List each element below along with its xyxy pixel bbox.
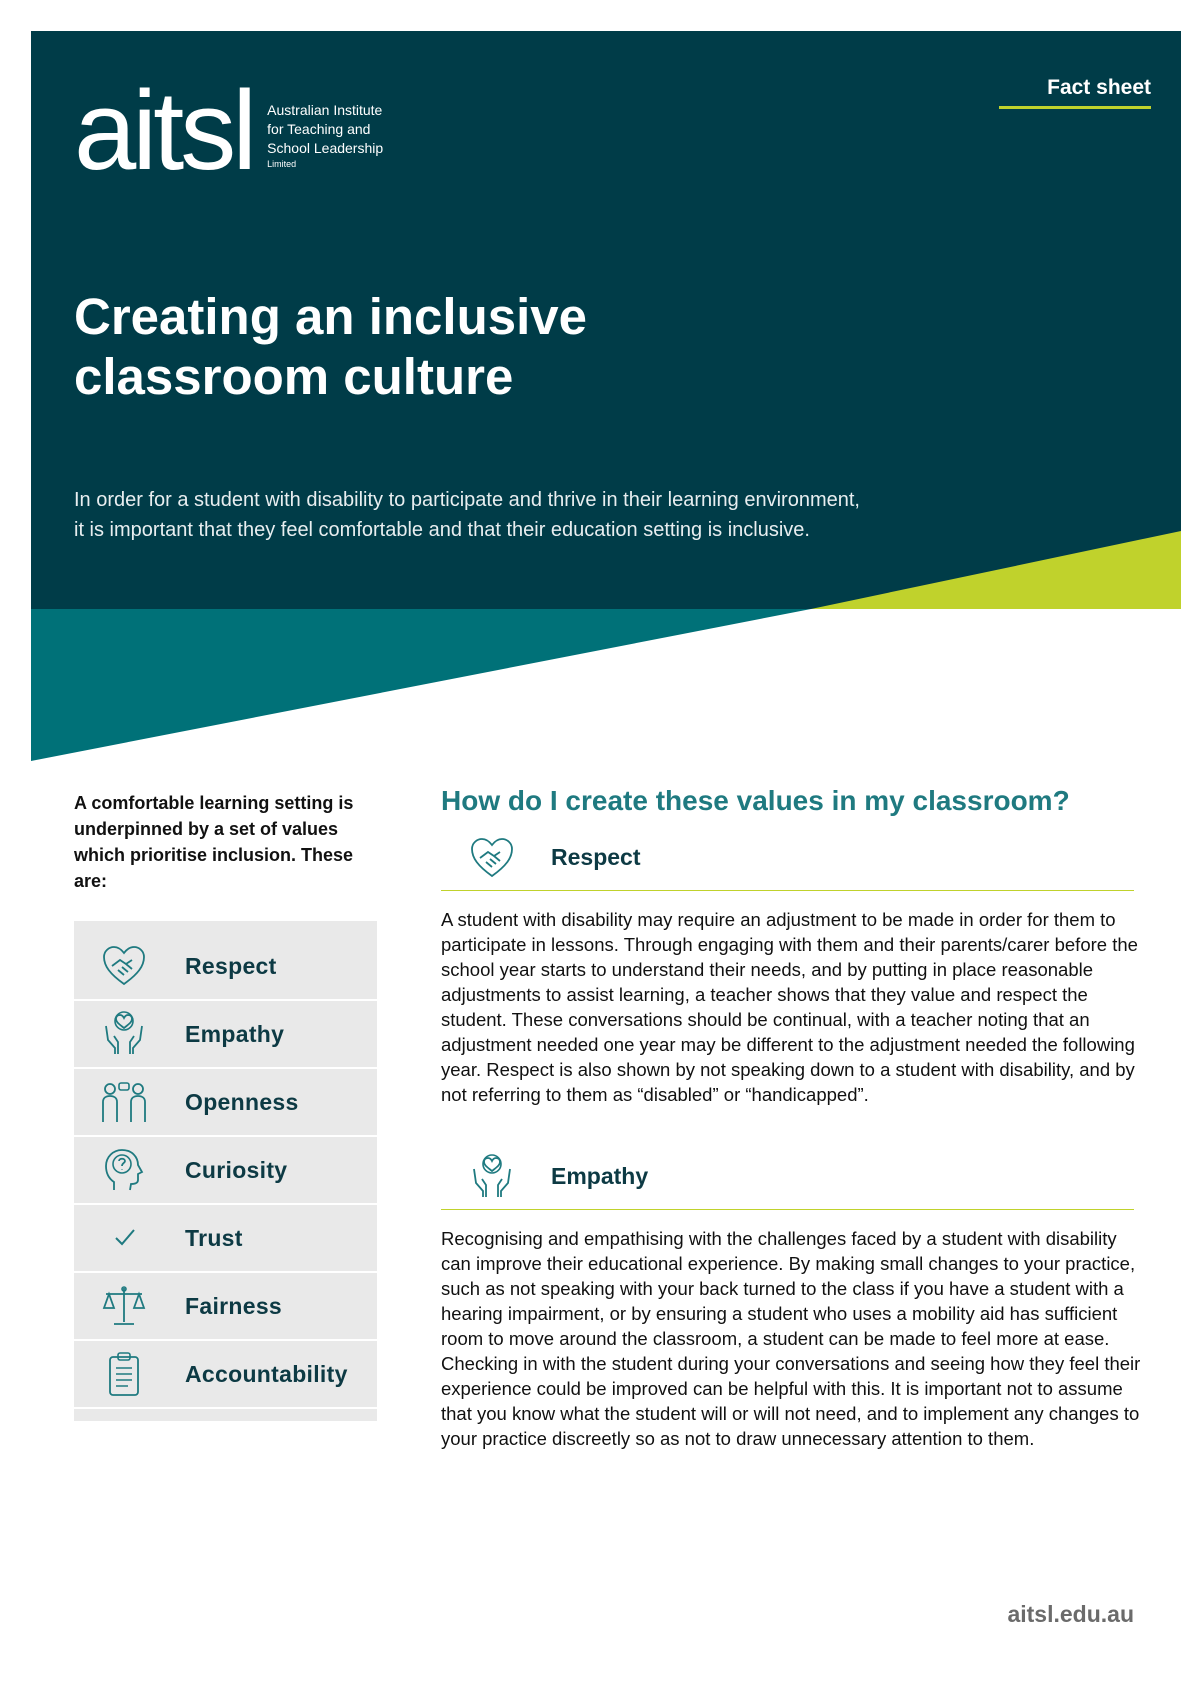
value-item-trust xyxy=(74,1205,377,1273)
footer-url: aitsl.edu.au xyxy=(1007,1601,1134,1627)
value-label: Trust xyxy=(185,1224,243,1251)
handshake-heart-icon xyxy=(468,834,516,882)
values-intro: A comfortable learning setting is underpinned by a set of values which prioritise inclusion. These are: xyxy=(74,793,354,891)
value-item-fairness xyxy=(74,1273,377,1341)
value-item-curiosity xyxy=(74,1137,377,1205)
section-header-respect xyxy=(441,830,1134,891)
value-item-empathy xyxy=(74,1001,377,1069)
value-item-accountability xyxy=(74,1341,377,1409)
logo-line: Australian Institute xyxy=(267,102,383,118)
handshake-heart-icon xyxy=(100,942,148,990)
aitsl-logo xyxy=(74,68,384,193)
lead-paragraph xyxy=(74,485,1034,545)
section-header-empathy xyxy=(441,1149,1134,1210)
hands-heart-icon xyxy=(100,1010,148,1058)
head-question-icon xyxy=(100,1146,148,1194)
logo-line: Limited xyxy=(267,159,297,169)
section-body: Recognising and empathising with the challenges faced by a student with disability can improve their educational experience. By making small changes to your practice, such as not speaking with your back turned to the class if you have a student with a hearing impairment, or by ensuring a student who uses a mobility aid has sufficient room to move around the classroom, a student can be made to feel more at ease. Checking in with the student during your conversations and seeing how they feel their experience could be improved can be helpful with this. It is important not to assume that you know what the student will or will not need, and to implement any changes to your practice discreetly so as not to draw unnecessary attention to them. xyxy=(441,1228,1141,1449)
hero-banner xyxy=(31,31,1181,761)
page-title xyxy=(74,287,874,407)
value-item-openness xyxy=(74,1069,377,1137)
value-item-respect xyxy=(74,933,377,1001)
hands-heart-icon xyxy=(468,1153,516,1201)
clipboard-icon xyxy=(100,1350,148,1398)
logo-org-name xyxy=(267,101,383,170)
section-body: A student with disability may require an adjustment to be made in order for them to participate in lessons. Through engaging with them and their parents/carer before the school year starts to understand their needs, and by putting in place reasonable adjustments to assist learning, a teacher shows that they value and respect the student. These conversations should be continual, with a teacher noting that an adjustment needed one year may be different to the adjustment needed the following year. Respect is also shown by not speaking down to a student with disability, and by not referring to them as “disabled” or “handicapped”. xyxy=(441,909,1138,1105)
value-label: Empathy xyxy=(185,1020,285,1047)
main-heading: How do I create these values in my classroom? xyxy=(441,785,1070,816)
lead-line: it is important that they feel comfortable and that their education setting is inclusive. xyxy=(74,519,810,541)
value-label: Curiosity xyxy=(185,1156,288,1183)
people-talking-icon xyxy=(100,1078,148,1126)
values-list xyxy=(74,921,377,1421)
main-content xyxy=(441,780,1141,1451)
section-title: Empathy xyxy=(551,1163,649,1189)
doc-type-label: Fact sheet xyxy=(999,76,1151,109)
check-icon xyxy=(100,1214,148,1262)
value-label: Openness xyxy=(185,1088,299,1115)
title-line: Creating an inclusive xyxy=(74,288,587,345)
value-label: Fairness xyxy=(185,1292,283,1319)
lead-line: In order for a student with disability to participate and thrive in their learning environment, xyxy=(74,489,860,511)
scales-icon xyxy=(100,1282,148,1330)
logo-line: for Teaching and xyxy=(267,121,371,137)
section-title: Respect xyxy=(551,844,641,870)
title-line: classroom culture xyxy=(74,348,514,405)
value-label: Respect xyxy=(185,952,277,979)
logo-line: School Leadership xyxy=(267,140,384,156)
value-label: Accountability xyxy=(185,1360,348,1387)
logo-wordmark: aitsl xyxy=(74,68,254,193)
